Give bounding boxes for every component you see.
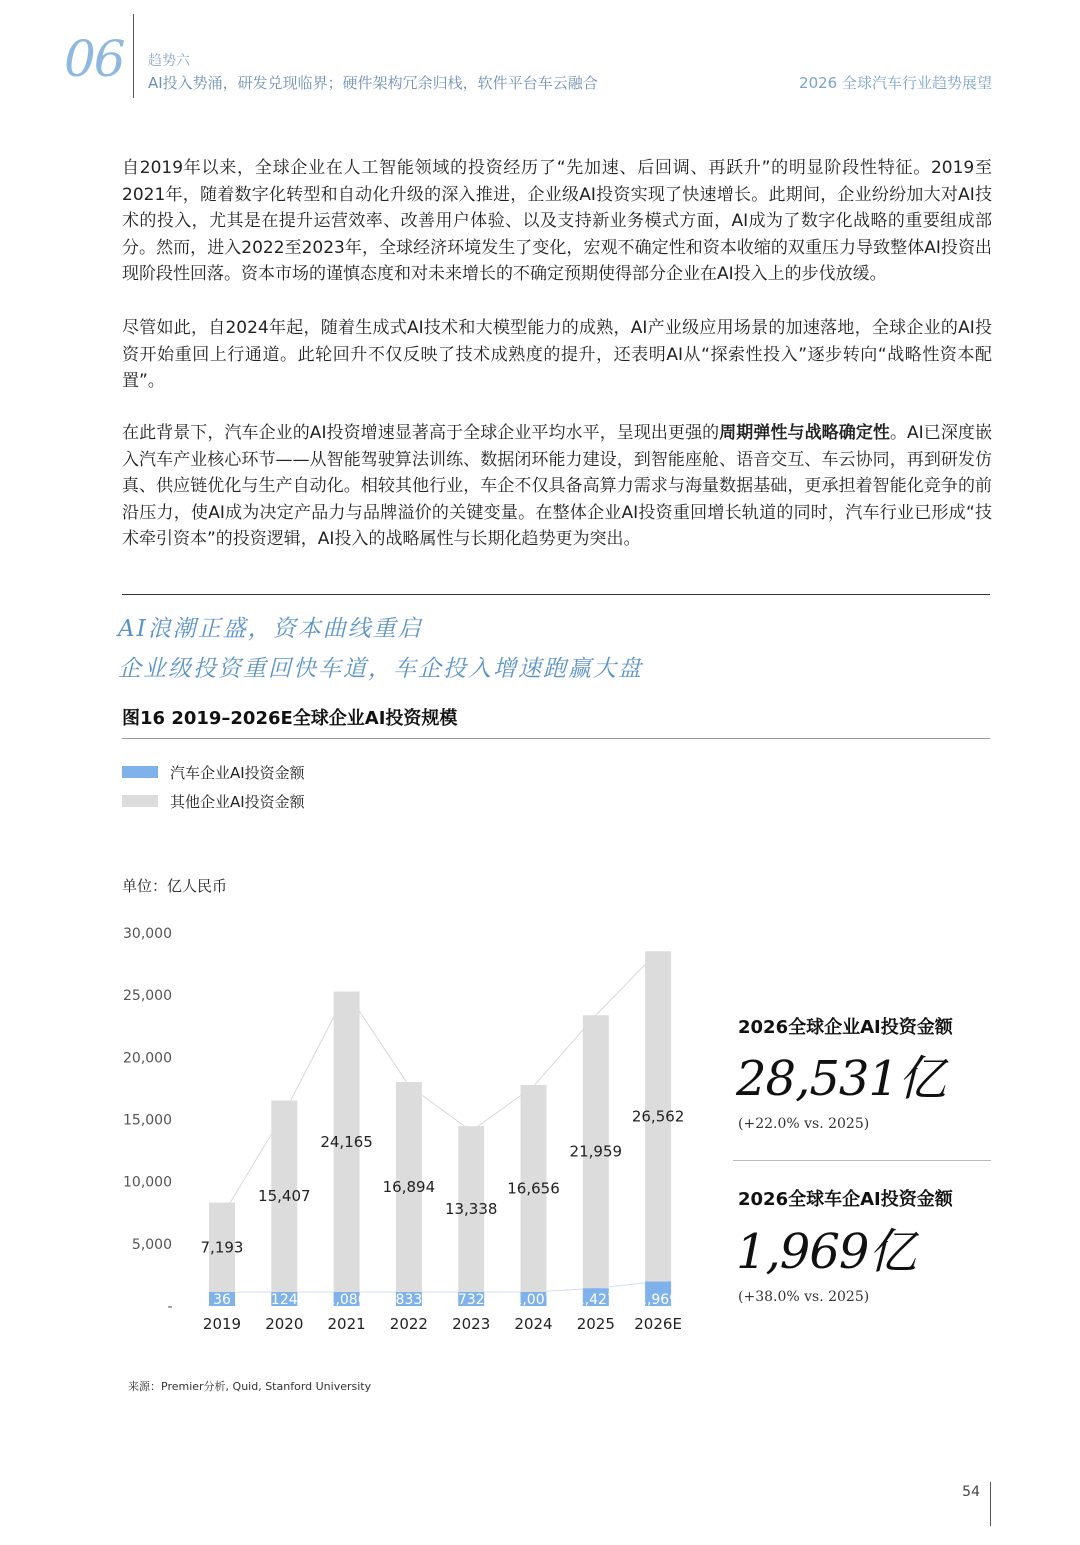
paragraph-3 (122, 420, 992, 553)
headline-line-1: AI浪潮正盛，资本曲线重启 (118, 616, 423, 642)
figure-title-divider (122, 738, 990, 739)
x-tick-label: 2019 (202, 1315, 242, 1333)
data-label-auto: 1,007 (513, 1292, 554, 1308)
legend-swatch-other (122, 795, 158, 807)
legend-label-other: 其他企业AI投资金额 (170, 793, 305, 811)
x-tick-label: 2026E (634, 1315, 682, 1333)
header-divider (133, 14, 134, 98)
chapter-title: AI投入势涌，研发兑现临界；硬件架构冗余归栈，软件平台车云融合 (148, 74, 598, 92)
callout-divider (733, 1160, 991, 1161)
y-tick-label: 30,000 (123, 926, 172, 942)
x-tick-label: 2020 (265, 1315, 304, 1333)
data-label-other: 16,656 (507, 1179, 560, 1198)
data-label-auto: 1,969 (638, 1292, 679, 1308)
page-number: 54 (962, 1484, 980, 1500)
y-tick-label: 15,000 (123, 1112, 172, 1129)
source-note: 来源：Premier分析, Quid, Stanford University (128, 1380, 372, 1393)
unit-label: 单位：亿人民币 (122, 877, 228, 895)
x-tick-label: 2023 (452, 1315, 491, 1333)
data-label-other: 24,165 (320, 1132, 373, 1151)
x-tick-label: 2024 (514, 1315, 553, 1333)
callout-auto-note: (+38.0% vs. 2025) (738, 1289, 870, 1305)
x-tick-label: 2022 (389, 1315, 428, 1333)
data-label-other: 21,959 (569, 1142, 623, 1161)
paragraph-3-part-1: 在此背景下，汽车企业的AI投资增速显著高于全球企业平均水平，呈现出更强的 (122, 423, 720, 443)
chapter-subtitle: 趋势六 (148, 53, 190, 69)
paragraph-3-part-2: 。AI已深度嵌入汽车产业核心环节——从智能驾驶算法训练、数据闭环能力建设，到智能座舱、语音交互、车云协同，再到研发仿真、供应链优化与生产自动化。相较其他行业，车企不仅具备高算力需求与海量数据基础，更承担着智能化竞争的前沿压力，使AI成为决定产品力与品牌溢价的关键变量。在整体企业AI投资重回增长轨道的同时，汽车行业已形成“技术牵引资本”的投资逻辑，AI投入的战略属性与长期化趋势更为突出。 (122, 423, 992, 549)
data-label-auto: 36 (213, 1292, 231, 1308)
y-tick-label: 10,000 (123, 1174, 172, 1191)
data-label-auto: 1,086 (326, 1292, 367, 1308)
report-title: 2026 全球汽车行业趋势展望 (799, 74, 992, 92)
chapter-number: 06 (64, 30, 124, 88)
figure-title: 图16 2019–2026E全球企业AI投资规模 (122, 708, 458, 729)
data-label-auto: 833 (395, 1292, 423, 1308)
x-tick-label: 2025 (576, 1315, 615, 1333)
page-number-divider (990, 1482, 991, 1526)
paragraph-3-emphasis: 周期弹性与战略确定性 (719, 423, 890, 443)
callout-total-label: 2026全球企业AI投资金额 (738, 1017, 953, 1038)
data-label-other: 26,562 (631, 1107, 685, 1126)
x-tick-label: 2021 (327, 1315, 366, 1333)
data-label-other: 7,193 (200, 1238, 244, 1257)
paragraph-2: 尽管如此，自2024年起，随着生成式AI技术和大模型能力的成熟，AI产业级应用场景的加速落地，全球企业的AI投资开始重回上行通道。此轮回升不仅反映了技术成熟度的提升，还表明AI从“探索性投入”逐步转向“战略性资本配置”。 (122, 318, 992, 391)
callout-total-value: 28,531亿 (736, 1051, 945, 1107)
data-label-other: 15,407 (258, 1187, 311, 1206)
callout-auto-label: 2026全球车企AI投资金额 (738, 1189, 953, 1210)
legend-swatch-auto (122, 766, 158, 778)
paragraph-1: 自2019年以来，全球企业在人工智能领域的投资经历了“先加速、后回调、再跃升”的明显阶段性特征。2019至2021年，随着数字化转型和自动化升级的深入推进，企业级AI投资实现了快速增长。此期间，企业纷纷加大对AI技术的投入，尤其是在提升运营效率、改善用户体验、以及支持新业务模式方面，AI成为了数字化战略的重要组成部分。然而，进入2022至2023年，全球经济环境发生了变化，宏观不确定性和资本收缩的双重压力导致整体AI投资出现阶段性回落。资本市场的谨慎态度和对未来增长的不确定预期使得部分企业在AI投入上的步伐放缓。 (122, 158, 992, 284)
callout-auto-value: 1,969亿 (736, 1224, 916, 1280)
y-tick-label: - (167, 1299, 173, 1315)
y-tick-label: 25,000 (123, 988, 172, 1005)
data-label-auto: 732 (457, 1292, 485, 1308)
callout-total-note: (+22.0% vs. 2025) (738, 1116, 870, 1132)
headline-line-2: 企业级投资重回快车道，车企投入增速跑赢大盘 (118, 656, 643, 682)
investment-bar-chart (110, 915, 710, 1345)
data-label-auto: 124 (270, 1292, 298, 1308)
section-divider (122, 594, 990, 595)
data-label-auto: 1,427 (575, 1292, 616, 1308)
y-tick-label: 20,000 (123, 1050, 172, 1067)
data-label-other: 16,894 (382, 1177, 436, 1196)
legend-label-auto: 汽车企业AI投资金额 (170, 764, 305, 782)
y-tick-label: 5,000 (131, 1236, 172, 1253)
data-label-other: 13,338 (444, 1200, 498, 1219)
